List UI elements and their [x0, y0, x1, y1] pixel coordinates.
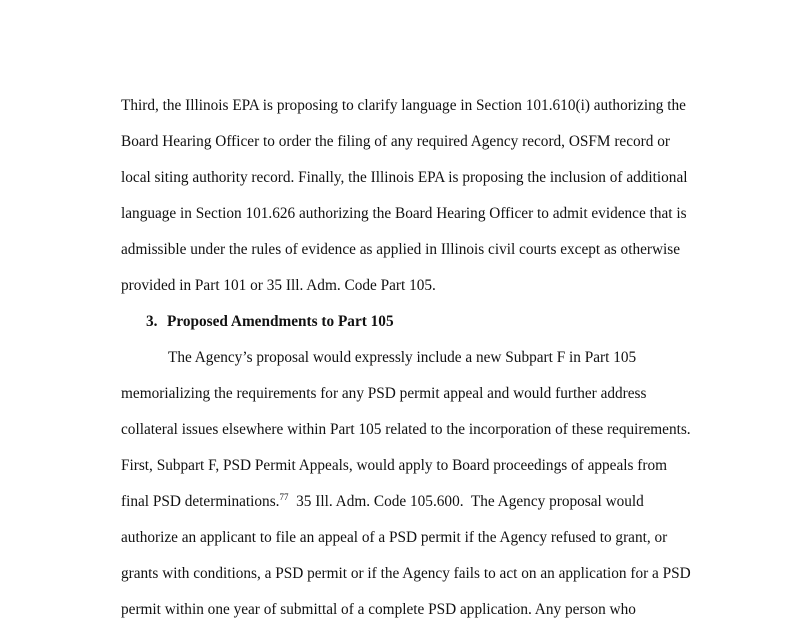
paragraph-line: language in Section 101.626 authorizing the Board Hearing Officer to admit evidence that is: [121, 205, 687, 222]
paragraph-line: Board Hearing Officer to order the filing of any required Agency record, OSFM record or: [121, 133, 670, 150]
paragraph-line: [121, 493, 644, 511]
paragraph-line: memorializing the requirements for any PSD permit appeal and would further address: [121, 385, 647, 402]
paragraph-line: authorize an applicant to file an appeal of a PSD permit if the Agency refused to grant, or: [121, 529, 668, 546]
section-title: Proposed Amendments to Part 105: [167, 313, 394, 330]
line-text: final PSD determinations.: [121, 493, 280, 510]
section-number: 3.: [146, 313, 158, 330]
paragraph-line: admissible under the rules of evidence as applied in Illinois civil courts except as otherwise: [121, 241, 681, 258]
paragraph-line: permit within one year of submittal of a complete PSD application. Any person who: [121, 601, 636, 618]
paragraph-line: Third, the Illinois EPA is proposing to clarify language in Section 101.610(i) authorizing the: [121, 97, 686, 114]
paragraph-line: local siting authority record. Finally, the Illinois EPA is proposing the inclusion of additional: [121, 169, 688, 186]
paragraph-line: grants with conditions, a PSD permit or if the Agency fails to act on an application for a PSD: [121, 565, 691, 582]
paragraph-line: First, Subpart F, PSD Permit Appeals, would apply to Board proceedings of appeals from: [121, 457, 668, 474]
section-heading: [146, 313, 394, 331]
paragraph-line: collateral issues elsewhere within Part 105 related to the incorporation of these requirements.: [121, 421, 691, 438]
footnote-reference[interactable]: 77: [279, 491, 289, 502]
paragraph-line: The Agency’s proposal would expressly include a new Subpart F in Part 105: [168, 349, 637, 366]
paragraph-line: provided in Part 101 or 35 Ill. Adm. Code Part 105.: [121, 277, 436, 294]
line-text: 35 Ill. Adm. Code 105.600. The Agency proposal would: [288, 493, 644, 510]
